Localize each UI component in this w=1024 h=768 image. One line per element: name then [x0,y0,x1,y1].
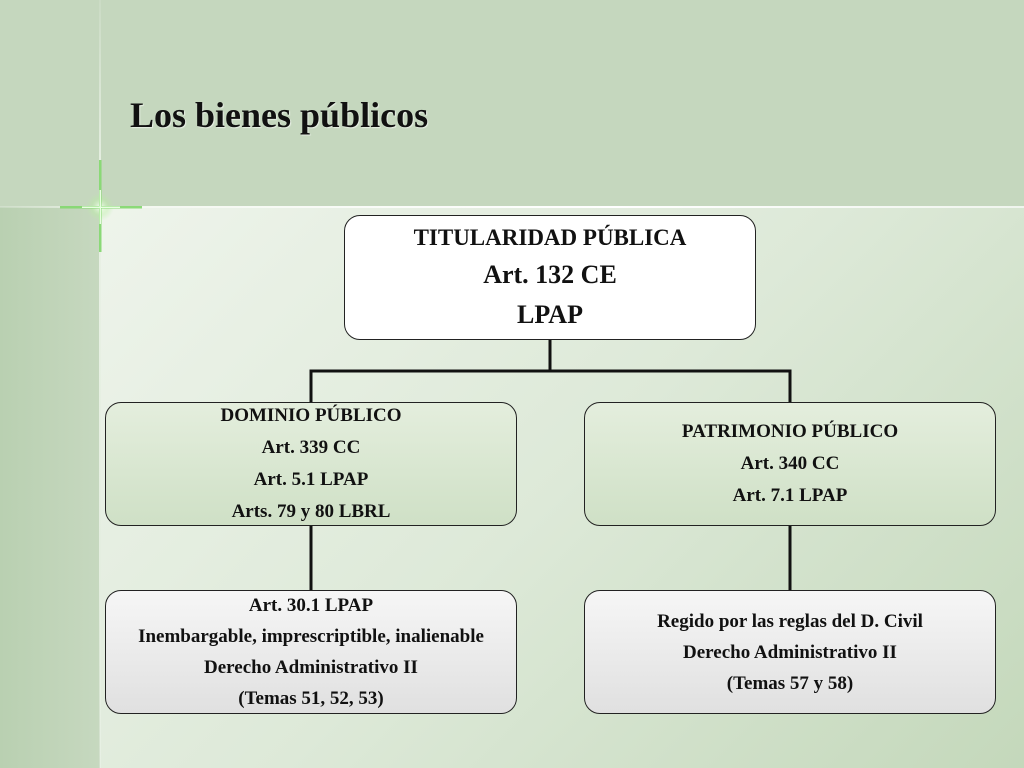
node-line: Art. 339 CC [261,437,361,458]
node-line: PATRIMONIO PÚBLICO [681,421,899,442]
branch-node-dominio-publico [105,402,517,526]
branch-node-patrimonio-publico [584,402,996,526]
node-line: Regido por las reglas del D. Civil [657,610,923,632]
node-line: Inembargable, imprescriptible, inalienable [138,626,484,647]
leaf-node-dominio-publico-regime [105,590,517,714]
node-line: Art. 30.1 LPAP [248,595,374,616]
leaf-node-patrimonio-publico-regime [584,590,996,714]
node-line: TITULARIDAD PÚBLICA [413,224,687,250]
node-line: Art. 340 CC [740,453,840,474]
node-line: Derecho Administrativo II [204,657,418,678]
node-line: LPAP [517,299,583,329]
node-line: DOMINIO PÚBLICO [220,405,402,426]
node-line: Art. 7.1 LPAP [732,485,848,506]
node-line: Derecho Administrativo II [683,641,897,663]
node-line: (Temas 51, 52, 53) [238,688,384,709]
node-line: Art. 132 CE [483,259,617,289]
node-line: Arts. 79 y 80 LBRL [231,501,391,522]
node-line: Art. 5.1 LPAP [253,469,369,490]
slide-title: Los bienes públicos [130,95,429,135]
node-line: (Temas 57 y 58) [726,672,854,694]
root-node-titularidad-publica [344,215,756,340]
